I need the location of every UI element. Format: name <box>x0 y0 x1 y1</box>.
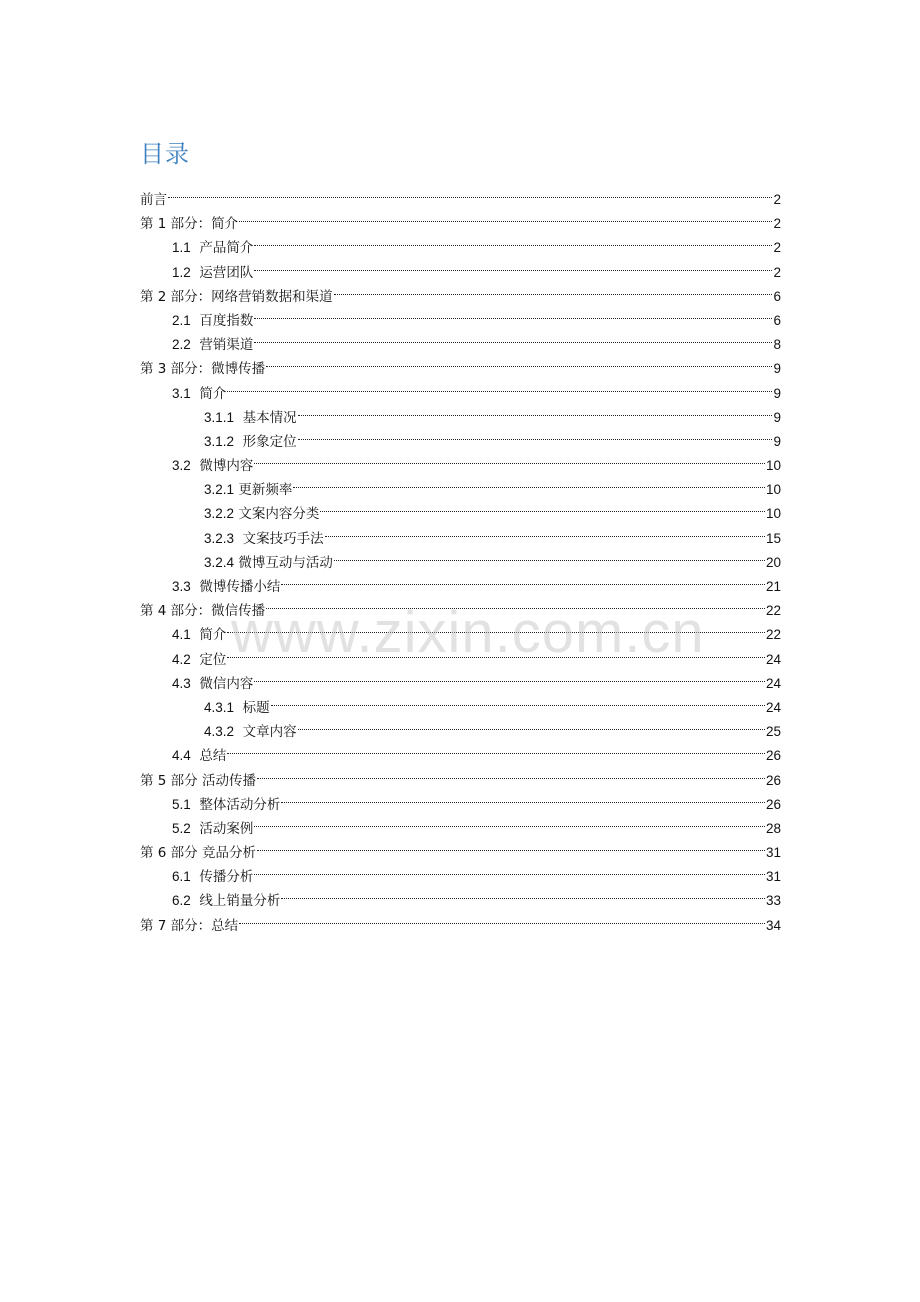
toc-entry-page-number: 28 <box>765 820 781 836</box>
toc-entry-number: 5.1 <box>172 796 191 812</box>
toc-entry-label <box>204 696 270 720</box>
toc-entry-label <box>140 841 256 865</box>
toc-entry-text: 文章内容 <box>242 724 297 741</box>
toc-entry-label <box>172 309 253 333</box>
toc-entry-number: 3.2 <box>172 458 191 474</box>
toc-entry-text: 第 7 部分：总结 <box>140 917 239 934</box>
toc-entry[interactable] <box>140 640 781 668</box>
toc-entry-page-number: 2 <box>773 264 781 280</box>
toc-entry-text: 微博内容 <box>199 458 254 475</box>
toc-entry[interactable] <box>140 374 781 402</box>
toc-entry-page-number: 25 <box>765 724 781 740</box>
toc-entry-number: 4.4 <box>172 748 191 764</box>
toc-entry-number: 3.3 <box>172 579 191 594</box>
toc-entry-label <box>140 914 238 938</box>
toc-entry-text: 百度指数 <box>199 312 254 329</box>
toc-entry-number: 2.2 <box>172 337 191 353</box>
toc-entry-number: 3.2.1 <box>204 482 235 498</box>
toc-entry-number: 2.1 <box>172 312 191 328</box>
toc-entry-text: 第 1 部分：简介 <box>140 216 239 233</box>
toc-entry-number: 3.1 <box>172 385 191 401</box>
toc-entry-page-number: 10 <box>765 458 781 474</box>
toc-entry-page-number: 24 <box>765 675 781 691</box>
toc-entry-label <box>172 236 253 260</box>
dot-leader <box>254 664 765 688</box>
dot-leader <box>257 761 765 785</box>
toc-entry-text: 文案内容分类 <box>238 506 320 523</box>
dot-leader <box>254 228 772 252</box>
toc-entry-text: 活动案例 <box>199 820 254 837</box>
toc-entry-page-number: 8 <box>773 337 781 353</box>
toc-entry-label <box>172 648 226 672</box>
dot-leader <box>227 736 765 760</box>
toc-entry-text: 第 6 部分 竞品分析 <box>140 845 256 862</box>
toc-entry-number: 1.2 <box>172 264 191 280</box>
dot-leader <box>254 809 765 833</box>
toc-entry-page-number: 6 <box>773 288 781 304</box>
toc-entry-text: 标题 <box>242 699 270 716</box>
toc-entry[interactable] <box>140 398 781 426</box>
toc-entry-page-number: 24 <box>765 651 781 667</box>
toc-entry-label <box>172 817 253 841</box>
toc-entry-page-number: 9 <box>773 385 781 401</box>
toc-entry-number: 3.1.1 <box>204 409 235 425</box>
dot-leader <box>320 494 765 518</box>
toc-entry-text: 整体活动分析 <box>199 796 281 813</box>
toc-entry-text: 线上销量分析 <box>199 893 281 910</box>
toc-entry-label <box>172 575 280 599</box>
toc-entry-text: 简介 <box>199 627 227 644</box>
dot-leader <box>298 422 773 446</box>
toc-entry-page-number: 20 <box>765 554 781 570</box>
dot-leader <box>227 640 765 664</box>
dot-leader <box>298 398 773 422</box>
toc-entry-label <box>172 623 226 647</box>
toc-entry-label <box>204 478 292 502</box>
toc-entry-text: 形象定位 <box>242 433 297 450</box>
toc-entry-text: 第 5 部分 活动传播 <box>140 772 256 789</box>
toc-entry-text: 第 4 部分：微信传播 <box>140 603 266 620</box>
dot-leader <box>227 374 772 398</box>
dot-leader <box>168 180 772 204</box>
dot-leader <box>266 349 772 373</box>
toc-entry-text: 定位 <box>199 651 227 668</box>
toc-entry-label <box>140 212 238 236</box>
dot-leader <box>325 519 765 543</box>
toc-entry-number: 4.2 <box>172 651 191 667</box>
toc-entry-label <box>204 406 297 430</box>
dot-leader <box>254 301 772 325</box>
dot-leader <box>254 857 765 881</box>
dot-leader <box>281 567 765 591</box>
table-of-contents <box>140 180 781 934</box>
toc-entry-label <box>172 333 253 357</box>
toc-entry-page-number: 31 <box>765 869 781 885</box>
dot-leader <box>239 906 765 930</box>
toc-entry-text: 简介 <box>199 385 227 402</box>
toc-entry-number: 4.3.1 <box>204 699 235 715</box>
dot-leader <box>298 712 765 736</box>
toc-entry-page-number: 15 <box>765 530 781 546</box>
dot-leader <box>254 325 772 349</box>
toc-entry-page-number: 2 <box>773 240 781 256</box>
dot-leader <box>271 688 765 712</box>
toc-entry-text: 第 2 部分：网络营销数据和渠道 <box>140 288 333 305</box>
dot-leader <box>334 277 773 301</box>
toc-entry[interactable] <box>140 761 781 789</box>
dot-leader <box>257 833 765 857</box>
toc-entry-page-number: 9 <box>773 361 781 377</box>
toc-entry-label <box>204 502 319 526</box>
toc-entry-label <box>172 672 253 696</box>
toc-entry-number: 3.1.2 <box>204 433 235 449</box>
dot-leader <box>293 470 765 494</box>
toc-entry-page-number: 22 <box>765 603 781 619</box>
toc-entry-page-number: 26 <box>765 796 781 812</box>
toc-entry-page-number: 9 <box>773 409 781 425</box>
toc-entry-number: 6.1 <box>172 869 191 885</box>
toc-entry-number: 4.3 <box>172 675 191 691</box>
toc-entry-page-number: 21 <box>765 579 781 594</box>
toc-entry-number: 6.2 <box>172 893 191 909</box>
toc-entry-number: 1.1 <box>172 240 191 256</box>
toc-entry-page-number: 31 <box>765 845 781 861</box>
watermark: www.zixin.com.cn <box>231 600 705 665</box>
toc-entry-page-number: 34 <box>765 917 781 933</box>
toc-entry-text: 微博互动与活动 <box>238 554 333 571</box>
dot-leader <box>239 204 772 228</box>
toc-entry-label <box>140 769 256 793</box>
toc-entry[interactable] <box>140 664 781 692</box>
toc-entry-page-number: 26 <box>765 748 781 764</box>
toc-entry-number: 5.2 <box>172 820 191 836</box>
dot-leader <box>227 615 765 639</box>
toc-entry-number: 4.3.2 <box>204 724 235 740</box>
toc-entry-number: 4.1 <box>172 627 191 643</box>
toc-entry[interactable] <box>140 180 781 208</box>
toc-heading: 目录 <box>140 140 190 168</box>
toc-entry-label <box>172 382 226 406</box>
toc-entry-page-number: 10 <box>765 506 781 522</box>
toc-entry-text: 前言 <box>140 192 167 208</box>
toc-entry-text: 文案技巧手法 <box>242 530 324 547</box>
toc-entry-text: 微博传播小结 <box>199 579 281 595</box>
toc-entry-text: 微信内容 <box>199 675 254 692</box>
dot-leader <box>254 446 765 470</box>
dot-leader <box>334 543 765 567</box>
toc-entry-page-number: 6 <box>773 312 781 328</box>
toc-entry-page-number: 9 <box>773 433 781 449</box>
toc-entry-number: 3.2.4 <box>204 554 235 570</box>
toc-entry-text: 基本情况 <box>242 409 297 426</box>
dot-leader <box>266 591 765 615</box>
toc-entry-page-number: 24 <box>765 699 781 715</box>
toc-entry-text: 产品简介 <box>199 240 254 257</box>
toc-entry[interactable] <box>140 736 781 765</box>
toc-entry-page-number: 2 <box>773 192 781 207</box>
toc-entry[interactable] <box>140 204 781 233</box>
toc-entry-page-number: 22 <box>765 627 781 643</box>
toc-entry-text: 总结 <box>199 748 227 765</box>
toc-entry-label <box>172 865 253 889</box>
toc-entry-page-number: 2 <box>773 216 781 232</box>
toc-entry-label <box>172 454 253 478</box>
toc-entry-page-number: 33 <box>765 893 781 909</box>
toc-entry-text: 更新频率 <box>238 482 293 499</box>
toc-entry-label <box>172 744 226 768</box>
toc-entry-page-number: 26 <box>765 772 781 788</box>
toc-entry-label <box>172 261 253 285</box>
toc-entry-label <box>204 527 324 551</box>
toc-entry-label <box>140 188 167 212</box>
toc-entry[interactable] <box>140 615 781 644</box>
dot-leader <box>281 881 765 905</box>
toc-entry-page-number: 10 <box>765 482 781 498</box>
toc-entry-number: 3.2.3 <box>204 530 235 546</box>
dot-leader <box>254 253 772 277</box>
toc-entry-text: 传播分析 <box>199 869 254 886</box>
dot-leader <box>281 785 765 809</box>
toc-entry-text: 第 3 部分：微博传播 <box>140 361 266 378</box>
toc-entry-text: 营销渠道 <box>199 337 254 354</box>
toc-entry-number: 3.2.2 <box>204 506 235 522</box>
toc-entry-text: 运营团队 <box>199 264 254 281</box>
